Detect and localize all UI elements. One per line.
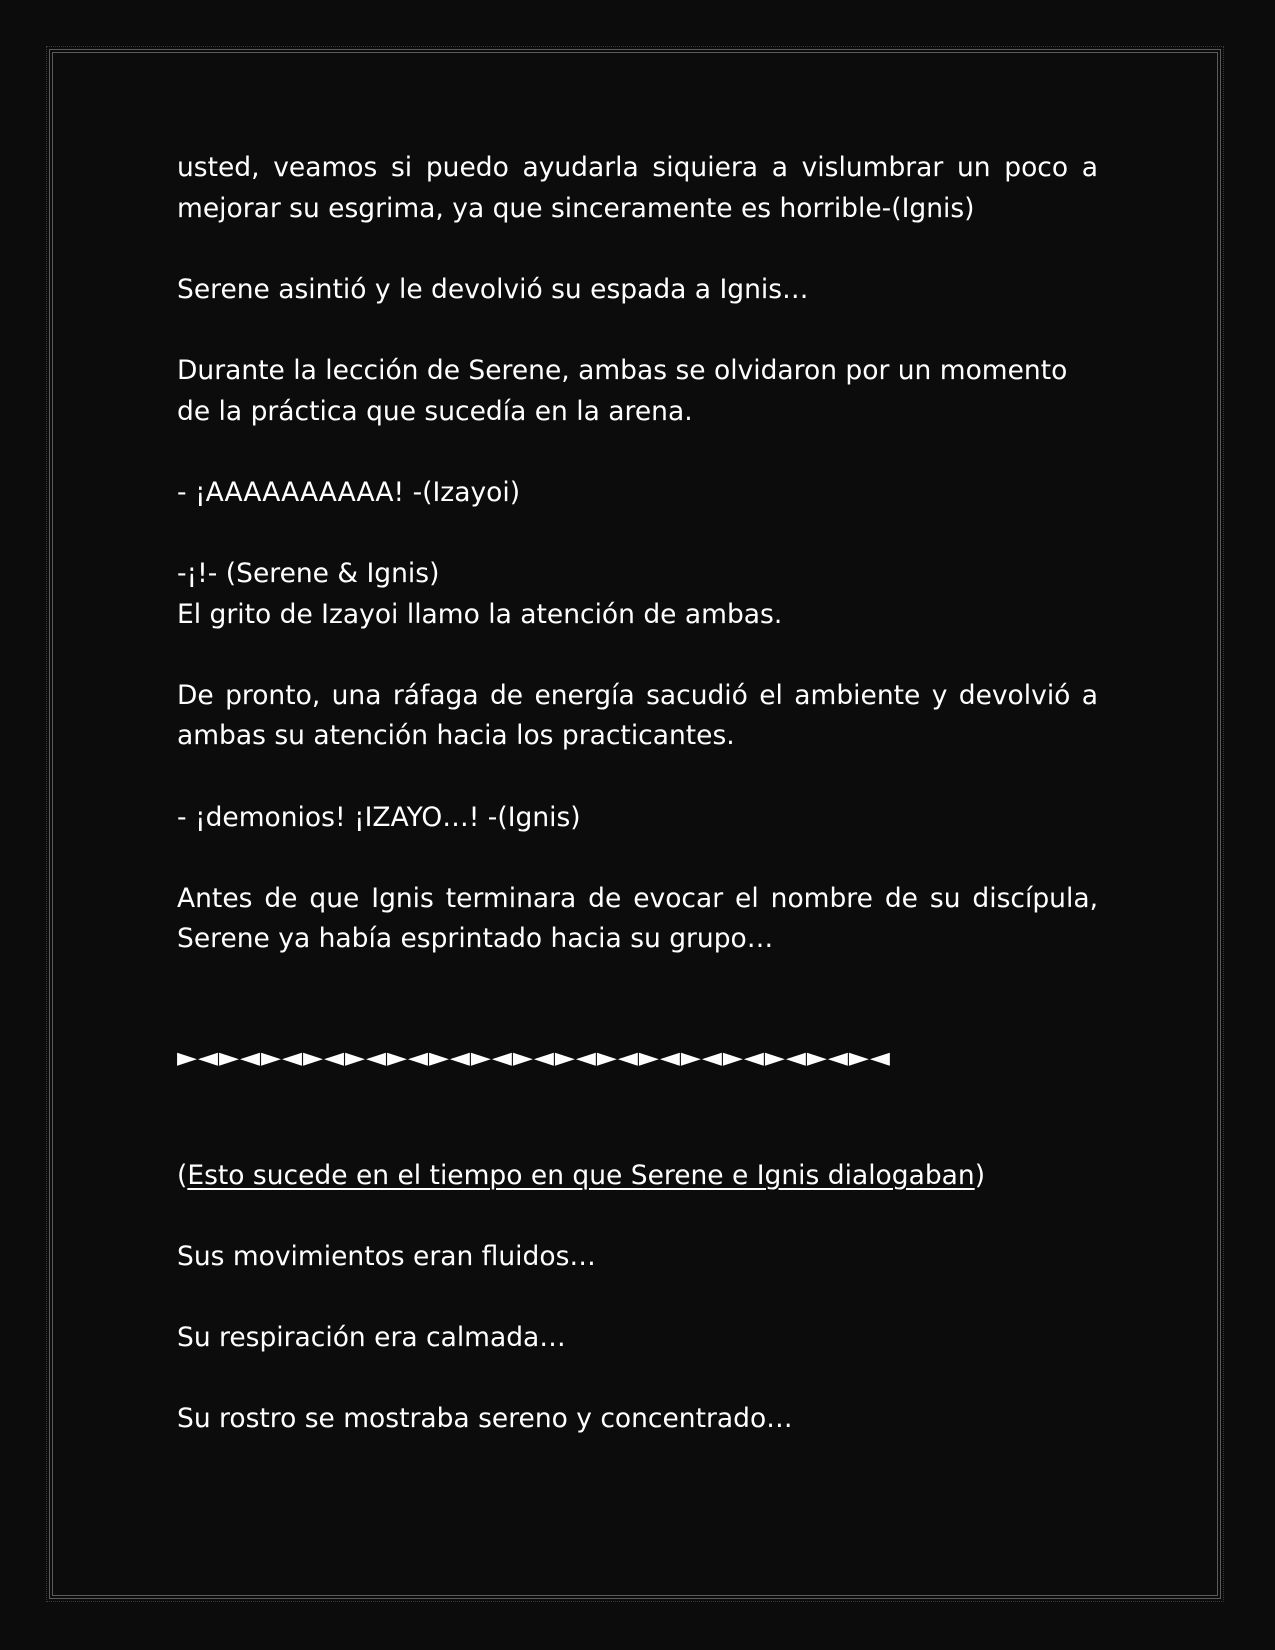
paragraph-scream-attention: El grito de Izayoi llamo la atención de ambas. [177, 598, 783, 630]
scene-note-open: ( [177, 1159, 188, 1191]
scene-note-text: Esto sucede en el tiempo en que Serene e Ignis dialogaban [187, 1159, 975, 1191]
dialogue-ignis-demonios: - ¡demonios! ¡IZAYO…! -(Ignis) [177, 801, 581, 833]
scene-note [177, 1156, 1098, 1197]
paragraph-serene-sprints: Antes de que Ignis terminara de evocar el nombre de su discípula, Serene ya había esprintado hacia su grupo… [177, 882, 1098, 955]
paragraph-serene-face: Su rostro se mostraba sereno y concentrado… [177, 1403, 793, 1435]
dialogue-izayoi-scream: - ¡AAAAAAAAAA! -(Izayoi) [177, 476, 521, 508]
scene-note-close: ) [974, 1159, 986, 1191]
paragraph-calm-breathing: Su respiración era calmada… [177, 1322, 566, 1354]
dialogue-serene-ignis: -¡!- (Serene & Ignis) [177, 557, 440, 589]
story-text [177, 148, 1098, 1481]
paragraph-fluid-movements: Sus movimientos eran fluidos… [177, 1241, 596, 1273]
paragraph-energy-burst: De pronto, una ráfaga de energía sacudió el ambiente y devolvió a ambas su atención hacia los practicantes. [177, 679, 1098, 752]
paragraph-ignis-lesson: usted, veamos si puedo ayudarla siquiera a vislumbrar un poco a mejorar su esgrima, ya que sinceramente es horrible-(Ignis) [177, 152, 1098, 224]
scene-separator: ►◄►◄►◄►◄►◄►◄►◄►◄►◄►◄►◄►◄►◄►◄►◄►◄►◄ [177, 1042, 891, 1073]
paragraph-lesson-distraction: Durante la lección de Serene, ambas se olvidaron por un momento de la práctica que sucedía en la arena. [177, 354, 1068, 427]
paragraph-serene-returns-sword: Serene asintió y le devolvió su espada a Ignis… [177, 273, 809, 305]
